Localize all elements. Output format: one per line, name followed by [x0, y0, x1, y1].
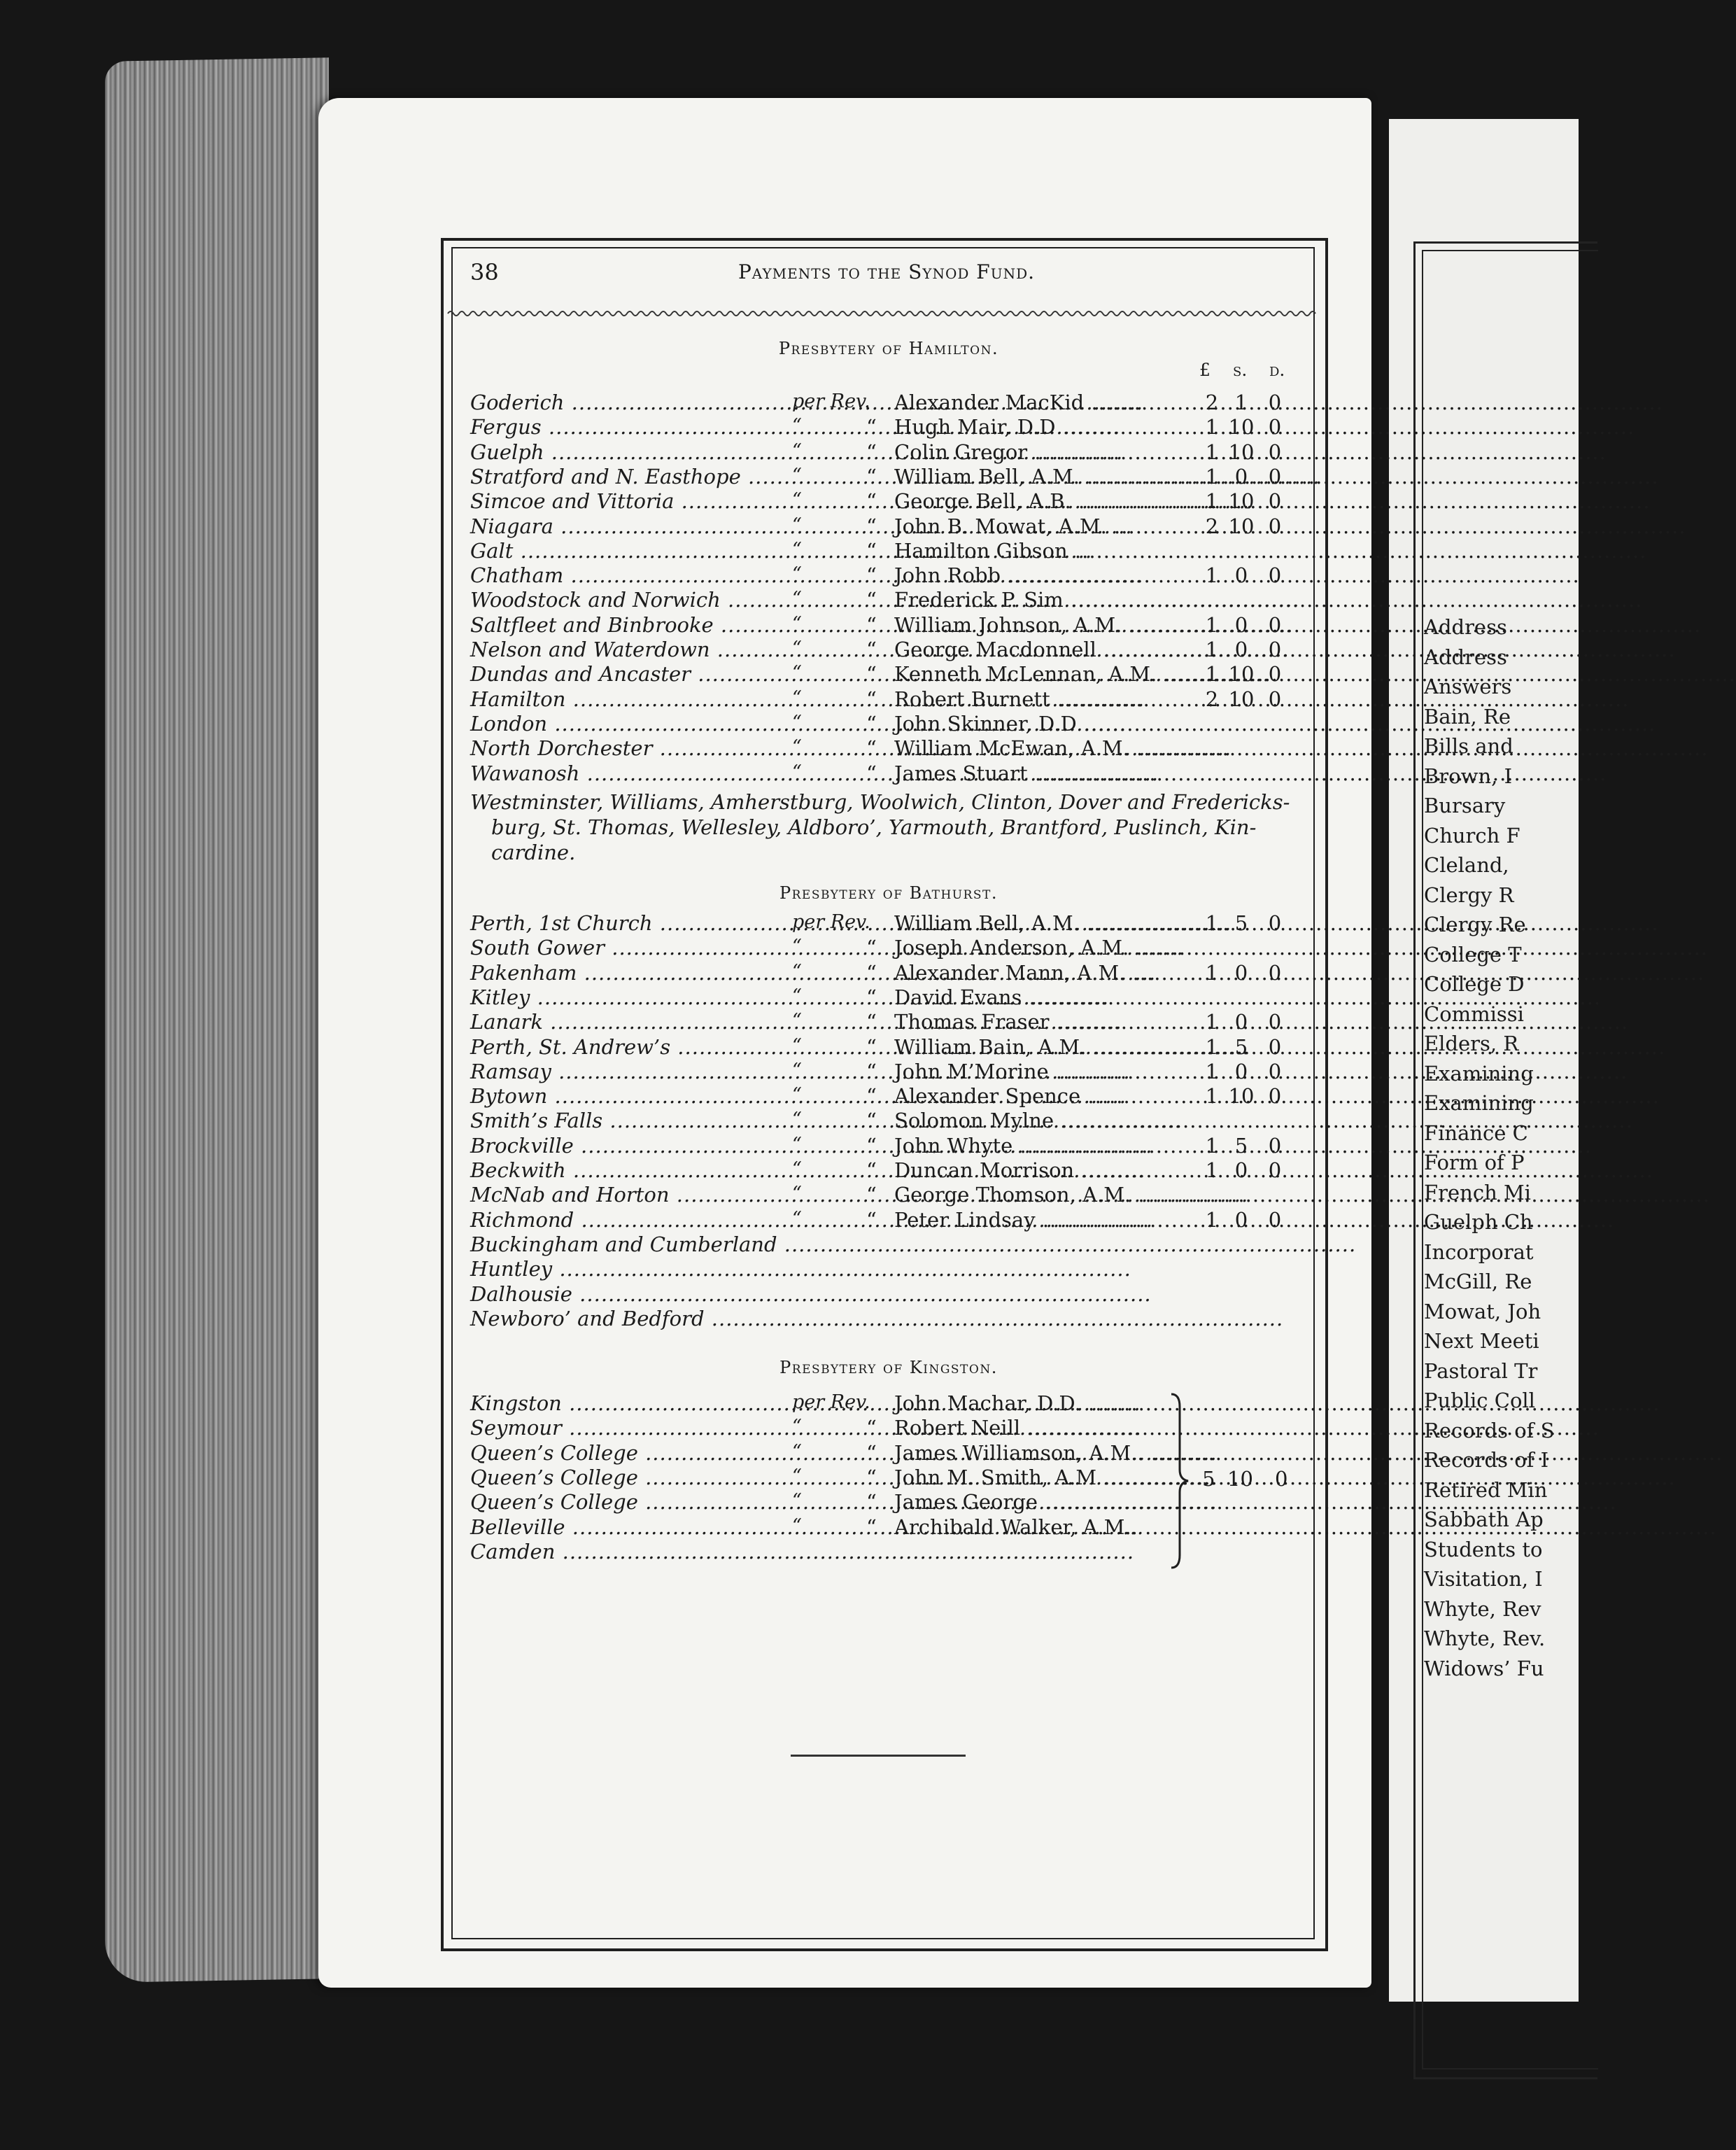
amount-pounds: 1: [1205, 440, 1219, 464]
per-rev: “: [792, 440, 802, 462]
per-rev: “: [792, 761, 802, 783]
per-rev: “: [792, 960, 802, 983]
place-name: Seymour .....: [470, 1416, 792, 1440]
table-row: [470, 588, 1310, 613]
amount-shillings: 1: [1234, 391, 1248, 414]
place-name: Ramsay .....: [470, 1060, 792, 1083]
per-rev: “: [792, 563, 802, 586]
minister-name: George Macdonnell .....: [894, 638, 1174, 661]
ditto-mark: “: [866, 440, 877, 464]
ditto-mark: “: [866, 761, 877, 785]
ditto-mark: “: [866, 1183, 877, 1207]
amount-pounds: 1: [1205, 1158, 1219, 1182]
index-entry: Bain, Re: [1424, 704, 1511, 729]
minister-name: James George .....: [894, 1490, 1170, 1514]
table-row: [470, 1208, 1310, 1233]
place-name: Richmond .....: [470, 1208, 792, 1232]
amount-pence: 0: [1268, 1158, 1282, 1182]
index-entry: French Mi: [1424, 1180, 1531, 1204]
ditto-mark: “: [866, 1158, 877, 1182]
table-row: [470, 638, 1310, 663]
minister-name: John Machar, D.D. .....: [894, 1391, 1170, 1415]
index-entry: Examining: [1424, 1091, 1534, 1115]
table-row: [470, 539, 1310, 564]
index-entry: Visitation, I: [1424, 1567, 1543, 1591]
place-name: Hamilton .....: [470, 687, 792, 711]
minister-name: Peter Lindsay .....: [894, 1208, 1174, 1232]
end-rule: [791, 1755, 966, 1757]
amount-pounds: 1: [1205, 662, 1219, 687]
place-name: Kitley .....: [470, 985, 792, 1009]
minister-name: Archibald Walker, A.M.. .....: [894, 1515, 1170, 1539]
place-name: Belleville .....: [470, 1515, 792, 1539]
amount-pence: 0: [1268, 638, 1282, 661]
place-name: Nelson and Waterdown .....: [470, 638, 792, 661]
ditto-mark: “: [866, 1133, 877, 1158]
minister-name: Colin Gregor .....: [894, 440, 1174, 464]
bathurst-table: [470, 911, 1310, 1359]
table-row: [470, 1010, 1310, 1035]
per-rev: “: [792, 985, 802, 1007]
per-rev: “: [792, 612, 802, 635]
minister-name: John M’Morine .....: [894, 1060, 1174, 1083]
minister-name: Alexander Spence .....: [894, 1084, 1174, 1108]
ditto-mark: “: [866, 538, 877, 563]
ditto-mark: “: [866, 736, 877, 761]
ditto-mark: “: [866, 1084, 877, 1109]
minister-name: Joseph Anderson, A.M. .....: [894, 936, 1174, 960]
minister-name: Robert Neill .....: [894, 1416, 1170, 1440]
table-row: [470, 489, 1310, 514]
ditto-mark: “: [866, 612, 877, 637]
ditto-mark: “: [866, 1109, 877, 1133]
per-rev: “: [792, 1515, 802, 1537]
index-entry: Whyte, Rev: [1424, 1596, 1541, 1621]
note-line: cardine.: [491, 841, 576, 864]
note-line: Westminster, Williams, Amherstburg, Woolwich, Clinton, Dover and Fredericks-: [470, 790, 1290, 814]
minister-name: William Johnson, A.M. .....: [894, 613, 1174, 637]
per-rev: “: [792, 1465, 802, 1487]
amount-shillings: 0: [1234, 612, 1248, 637]
amount-pence: 0: [1268, 1010, 1282, 1034]
per-rev: per Rev.: [792, 911, 870, 933]
per-rev: “: [792, 1440, 802, 1463]
per-rev: “: [792, 1207, 802, 1230]
per-rev: “: [792, 711, 802, 733]
table-row: [470, 514, 1310, 540]
index-entry: Records of S: [1424, 1418, 1555, 1442]
index-entry: Whyte, Rev.: [1424, 1626, 1546, 1650]
amount-shillings: 10: [1228, 440, 1255, 464]
amount-pounds: 1: [1205, 960, 1219, 985]
amount-pence: 0: [1268, 1059, 1282, 1083]
place-name: Queen’s College .....: [470, 1466, 792, 1489]
amount-pence: 0: [1268, 464, 1282, 489]
per-rev: “: [792, 464, 802, 486]
section-title-bathurst: Presbytery of Bathurst.: [779, 883, 998, 903]
amount-pounds: 1: [1205, 1133, 1219, 1158]
amount-pence: 0: [1268, 391, 1282, 414]
amount-pounds: 1: [1205, 1084, 1219, 1109]
index-entry: Address: [1424, 645, 1507, 669]
page-header: [470, 259, 1303, 294]
place-name: London .....: [470, 712, 792, 736]
kingston-total: [1197, 1467, 1308, 1492]
place-name: Simcoe and Vittoria .....: [470, 489, 792, 513]
minister-name: Frederick P. Sim .....: [894, 588, 1174, 612]
table-row: [470, 961, 1310, 986]
amount-shillings: 0: [1234, 1059, 1248, 1083]
amount-pence: 0: [1268, 1034, 1282, 1059]
kingston-total-shillings: 10: [1227, 1467, 1253, 1491]
kingston-brace: [1170, 1393, 1191, 1569]
amount-shillings: 10: [1228, 489, 1255, 514]
amount-shillings: 0: [1234, 1207, 1248, 1232]
table-row: [470, 1109, 1310, 1134]
place-name: Queen’s College .....: [470, 1490, 792, 1514]
index-entry: Public Coll: [1424, 1389, 1535, 1412]
amount-pounds: 1: [1205, 638, 1219, 661]
minister-name: Thomas Fraser .....: [894, 1010, 1174, 1034]
table-row: [470, 1158, 1310, 1183]
table-row: [470, 465, 1310, 490]
table-row: [470, 687, 1310, 712]
minister-name: William Bain, A.M. .....: [894, 1035, 1174, 1059]
minister-name: John Skinner, D.D .....: [894, 712, 1174, 736]
index-entry: Clergy Re: [1424, 913, 1526, 936]
amount-pounds: 2: [1205, 514, 1219, 538]
amount-pence: 0: [1268, 440, 1282, 464]
minister-name: James Stuart .....: [894, 761, 1174, 785]
hamilton-table: [470, 391, 1310, 810]
index-entry: Examining: [1424, 1061, 1534, 1085]
vacant-place-name: Buckingham and Cumberland .....: [470, 1232, 1191, 1256]
per-rev: “: [792, 687, 802, 709]
amount-pence: 0: [1268, 1084, 1282, 1109]
table-row: [470, 563, 1310, 589]
amount-pounds: 1: [1205, 1207, 1219, 1232]
ditto-mark: “: [866, 514, 877, 538]
ditto-mark: “: [866, 464, 877, 489]
table-row: [470, 1035, 1310, 1060]
amount-pounds: 1: [1205, 415, 1219, 440]
place-name: Perth, St. Andrew’s .....: [470, 1035, 792, 1059]
index-entry: College T: [1424, 942, 1522, 967]
place-name: Camden .....: [470, 1540, 792, 1564]
index-entry: Brown, I: [1424, 764, 1513, 788]
minister-name: John M. Smith, A.M .....: [894, 1466, 1170, 1489]
place-name: Chatham .....: [470, 563, 792, 587]
amount-pence: 0: [1268, 415, 1282, 440]
amount-shillings: 5: [1234, 1034, 1248, 1059]
ditto-mark: “: [866, 1465, 877, 1489]
per-rev: “: [792, 588, 802, 610]
index-entry: Clergy R: [1424, 883, 1514, 907]
table-row: [470, 440, 1310, 465]
amount-shillings: 10: [1228, 415, 1255, 440]
book-page-edges: [105, 57, 329, 1983]
kingston-total-pounds: 5: [1202, 1467, 1215, 1491]
per-rev: “: [792, 1490, 802, 1512]
ditto-mark: “: [866, 563, 877, 588]
amount-shillings: 0: [1234, 464, 1248, 489]
per-rev: “: [792, 1183, 802, 1205]
place-name: Stratford and N. Easthope .....: [470, 465, 792, 489]
amount-pence: 0: [1268, 960, 1282, 985]
amount-pence: 0: [1268, 1207, 1282, 1232]
pence-column-label: d.: [1269, 360, 1285, 380]
amount-pence: 0: [1268, 514, 1282, 538]
table-row: [470, 736, 1310, 761]
index-entry: Sabbath Ap: [1424, 1508, 1544, 1531]
index-entry: Answers: [1424, 675, 1512, 698]
index-entry: College D: [1424, 972, 1525, 996]
ditto-mark: “: [866, 960, 877, 985]
minister-name: Hamilton Gibson .....: [894, 539, 1174, 563]
minister-name: Robert Burnett .....: [894, 687, 1174, 711]
place-name: North Dorchester .....: [470, 736, 792, 760]
place-name: Kingston .....: [470, 1391, 792, 1415]
note-line: burg, St. Thomas, Wellesley, Aldboro’, Yarmouth, Brantford, Puslinch, Kin-: [491, 815, 1257, 839]
ditto-mark: “: [866, 1059, 877, 1083]
table-row: [470, 662, 1310, 687]
per-rev: “: [792, 489, 802, 512]
minister-name: James Williamson, A.M.. .....: [894, 1441, 1170, 1465]
place-name: Queen’s College .....: [470, 1441, 792, 1465]
running-title: Payments to the Synod Fund.: [738, 260, 1036, 283]
index-entry: Widows’ Fu: [1424, 1656, 1544, 1680]
index-entry: Pastoral Tr: [1424, 1358, 1538, 1383]
per-rev: “: [792, 638, 802, 659]
place-name: Fergus .....: [470, 415, 792, 439]
ditto-mark: “: [866, 415, 877, 440]
minister-name: William Bell, A.M. .....: [894, 465, 1174, 489]
amount-pounds: 1: [1205, 1034, 1219, 1059]
minister-name: William Bell, A.M. .....: [894, 911, 1174, 935]
table-row: [470, 936, 1310, 961]
index-entry: Elders, R: [1424, 1032, 1519, 1055]
amount-pounds: 1: [1205, 1010, 1219, 1034]
amount-pence: 0: [1268, 662, 1282, 687]
place-name: Brockville .....: [470, 1134, 792, 1158]
index-entry: Mowat, Joh: [1424, 1299, 1541, 1323]
ditto-mark: “: [866, 1416, 877, 1440]
amount-pounds: 1: [1205, 911, 1219, 935]
amount-shillings: 5: [1234, 911, 1248, 935]
place-name: Goderich .....: [470, 391, 792, 414]
amount-shillings: 0: [1234, 1158, 1248, 1182]
index-entry: Cleland,: [1424, 853, 1509, 877]
place-name: South Gower .....: [470, 936, 792, 960]
per-rev: “: [792, 1034, 802, 1057]
index-entry: Bursary: [1424, 794, 1506, 817]
pound-column-label: £: [1199, 360, 1211, 380]
index-entry: Guelph Ch: [1424, 1210, 1533, 1234]
per-rev: “: [792, 1109, 802, 1131]
place-name: Bytown .....: [470, 1084, 792, 1108]
amount-shillings: 0: [1234, 960, 1248, 985]
place-name: Woodstock and Norwich .....: [470, 588, 792, 612]
place-name: Smith’s Falls .....: [470, 1109, 792, 1132]
amount-pence: 0: [1268, 911, 1282, 935]
ditto-mark: “: [866, 638, 877, 661]
index-entry: Incorporat: [1424, 1239, 1534, 1264]
vacant-place-name: Huntley .....: [470, 1257, 1191, 1281]
amount-shillings: 0: [1234, 563, 1248, 588]
currency-columns: [1194, 360, 1320, 384]
table-row: [470, 391, 1310, 416]
table-row: [470, 1084, 1310, 1109]
per-rev: “: [792, 1059, 802, 1081]
table-row: [470, 761, 1310, 787]
minister-name: John B. Mowat, A.M. .....: [894, 514, 1174, 538]
per-rev: “: [792, 415, 802, 437]
amount-shillings: 0: [1234, 1010, 1248, 1034]
index-entry: Church F: [1424, 823, 1520, 848]
minister-name: Hugh Mair, D.D .....: [894, 415, 1174, 439]
index-entry: Retired Min: [1424, 1477, 1548, 1502]
index-entry: Commissi: [1424, 1002, 1524, 1026]
ditto-mark: “: [866, 936, 877, 960]
minister-name: George Bell, A.B. .....: [894, 489, 1174, 513]
per-rev: “: [792, 1416, 802, 1438]
per-rev: “: [792, 1084, 802, 1106]
table-row: [470, 415, 1310, 440]
index-entry: Bills and: [1424, 734, 1513, 758]
minister-name: William McEwan, A.M. .....: [894, 736, 1174, 760]
place-name: Saltfleet and Binbrooke .....: [470, 613, 792, 637]
per-rev: per Rev.: [792, 1391, 870, 1413]
amount-shillings: 0: [1234, 638, 1248, 661]
shilling-column-label: s.: [1233, 360, 1248, 380]
vacant-place-name: Newboro’ and Bedford .....: [470, 1307, 1191, 1330]
table-row: [470, 985, 1310, 1011]
index-entry: Records of I: [1424, 1448, 1549, 1472]
per-rev: “: [792, 538, 802, 561]
minister-name: John Whyte .....: [894, 1134, 1174, 1158]
place-name: Pakenham .....: [470, 961, 792, 985]
ditto-mark: “: [866, 662, 877, 687]
amount-shillings: 10: [1228, 662, 1255, 687]
minister-name: Duncan Morrison .....: [894, 1158, 1174, 1182]
minister-name: David Evans .....: [894, 985, 1174, 1009]
place-name: Perth, 1st Church .....: [470, 911, 792, 935]
per-rev: “: [792, 662, 802, 684]
ditto-mark: “: [866, 1515, 877, 1539]
amount-pence: 0: [1268, 612, 1282, 637]
minister-name: George Thomson, A.M. .....: [894, 1183, 1174, 1207]
page-number: 38: [470, 259, 499, 286]
table-row: [470, 911, 1310, 936]
ditto-mark: “: [866, 687, 877, 711]
table-row: [470, 1060, 1310, 1085]
index-entry: Students to: [1424, 1537, 1543, 1561]
table-row: [470, 712, 1310, 737]
place-name: Lanark .....: [470, 1010, 792, 1034]
per-rev: “: [792, 1133, 802, 1155]
amount-pence: 0: [1268, 489, 1282, 514]
hamilton-vacant-note: [470, 789, 1303, 865]
amount-shillings: 10: [1228, 687, 1255, 711]
place-name: Wawanosh .....: [470, 761, 792, 785]
table-row: [470, 613, 1310, 638]
table-row: [470, 1183, 1310, 1208]
ditto-mark: “: [866, 1207, 877, 1232]
amount-pence: 0: [1268, 687, 1282, 711]
per-rev: “: [792, 936, 802, 958]
ditto-mark: “: [866, 588, 877, 612]
amount-pounds: 1: [1205, 1059, 1219, 1083]
amount-pounds: 1: [1205, 464, 1219, 489]
ditto-mark: “: [866, 1034, 877, 1059]
place-name: McNab and Horton .....: [470, 1183, 792, 1207]
per-rev: per Rev.: [792, 391, 870, 412]
ditto-mark: “: [866, 711, 877, 736]
section-title-hamilton: Presbytery of Hamilton.: [778, 339, 999, 358]
place-name: Dundas and Ancaster .....: [470, 662, 792, 686]
ditto-mark: “: [866, 1490, 877, 1515]
index-entry: Finance C: [1424, 1120, 1528, 1145]
index-entry: Next Meeti: [1424, 1329, 1539, 1353]
amount-pounds: 2: [1205, 391, 1219, 414]
wavy-rule: [448, 308, 1315, 319]
per-rev: “: [792, 1010, 802, 1032]
per-rev: “: [792, 736, 802, 759]
place-name: Niagara .....: [470, 514, 792, 538]
amount-pounds: 1: [1205, 612, 1219, 637]
table-row: [470, 1134, 1310, 1159]
index-entry: Form of P: [1424, 1151, 1525, 1174]
minister-name: Alexander MacKid .....: [894, 391, 1174, 414]
ditto-mark: “: [866, 1010, 877, 1034]
ditto-mark: “: [866, 985, 877, 1009]
minister-name: Alexander Mann, A.M. .....: [894, 961, 1174, 985]
per-rev: “: [792, 1158, 802, 1180]
per-rev: “: [792, 514, 802, 536]
amount-shillings: 5: [1234, 1133, 1248, 1158]
ditto-mark: “: [866, 489, 877, 514]
index-entry: McGill, Re: [1424, 1270, 1532, 1293]
amount-pounds: 1: [1205, 489, 1219, 514]
amount-pounds: 1: [1205, 563, 1219, 588]
place-name: Galt .....: [470, 539, 792, 563]
minister-name: Kenneth McLennan, A.M. .....: [894, 662, 1174, 686]
ditto-mark: “: [866, 1440, 877, 1465]
amount-shillings: 10: [1228, 514, 1255, 538]
place-name: Beckwith .....: [470, 1158, 792, 1182]
amount-pence: 0: [1268, 1133, 1282, 1158]
minister-name: Solomon Mylne .....: [894, 1109, 1174, 1132]
section-title-kingston: Presbytery of Kingston.: [779, 1358, 998, 1377]
kingston-total-pence: 0: [1275, 1467, 1288, 1491]
amount-pounds: 2: [1205, 687, 1219, 711]
place-name: Guelph .....: [470, 440, 792, 464]
index-entry: Address: [1424, 615, 1507, 639]
amount-pence: 0: [1268, 563, 1282, 588]
minister-name: John Robb .....: [894, 563, 1174, 587]
vacant-place-name: Dalhousie .....: [470, 1282, 1191, 1306]
amount-shillings: 10: [1228, 1084, 1255, 1109]
